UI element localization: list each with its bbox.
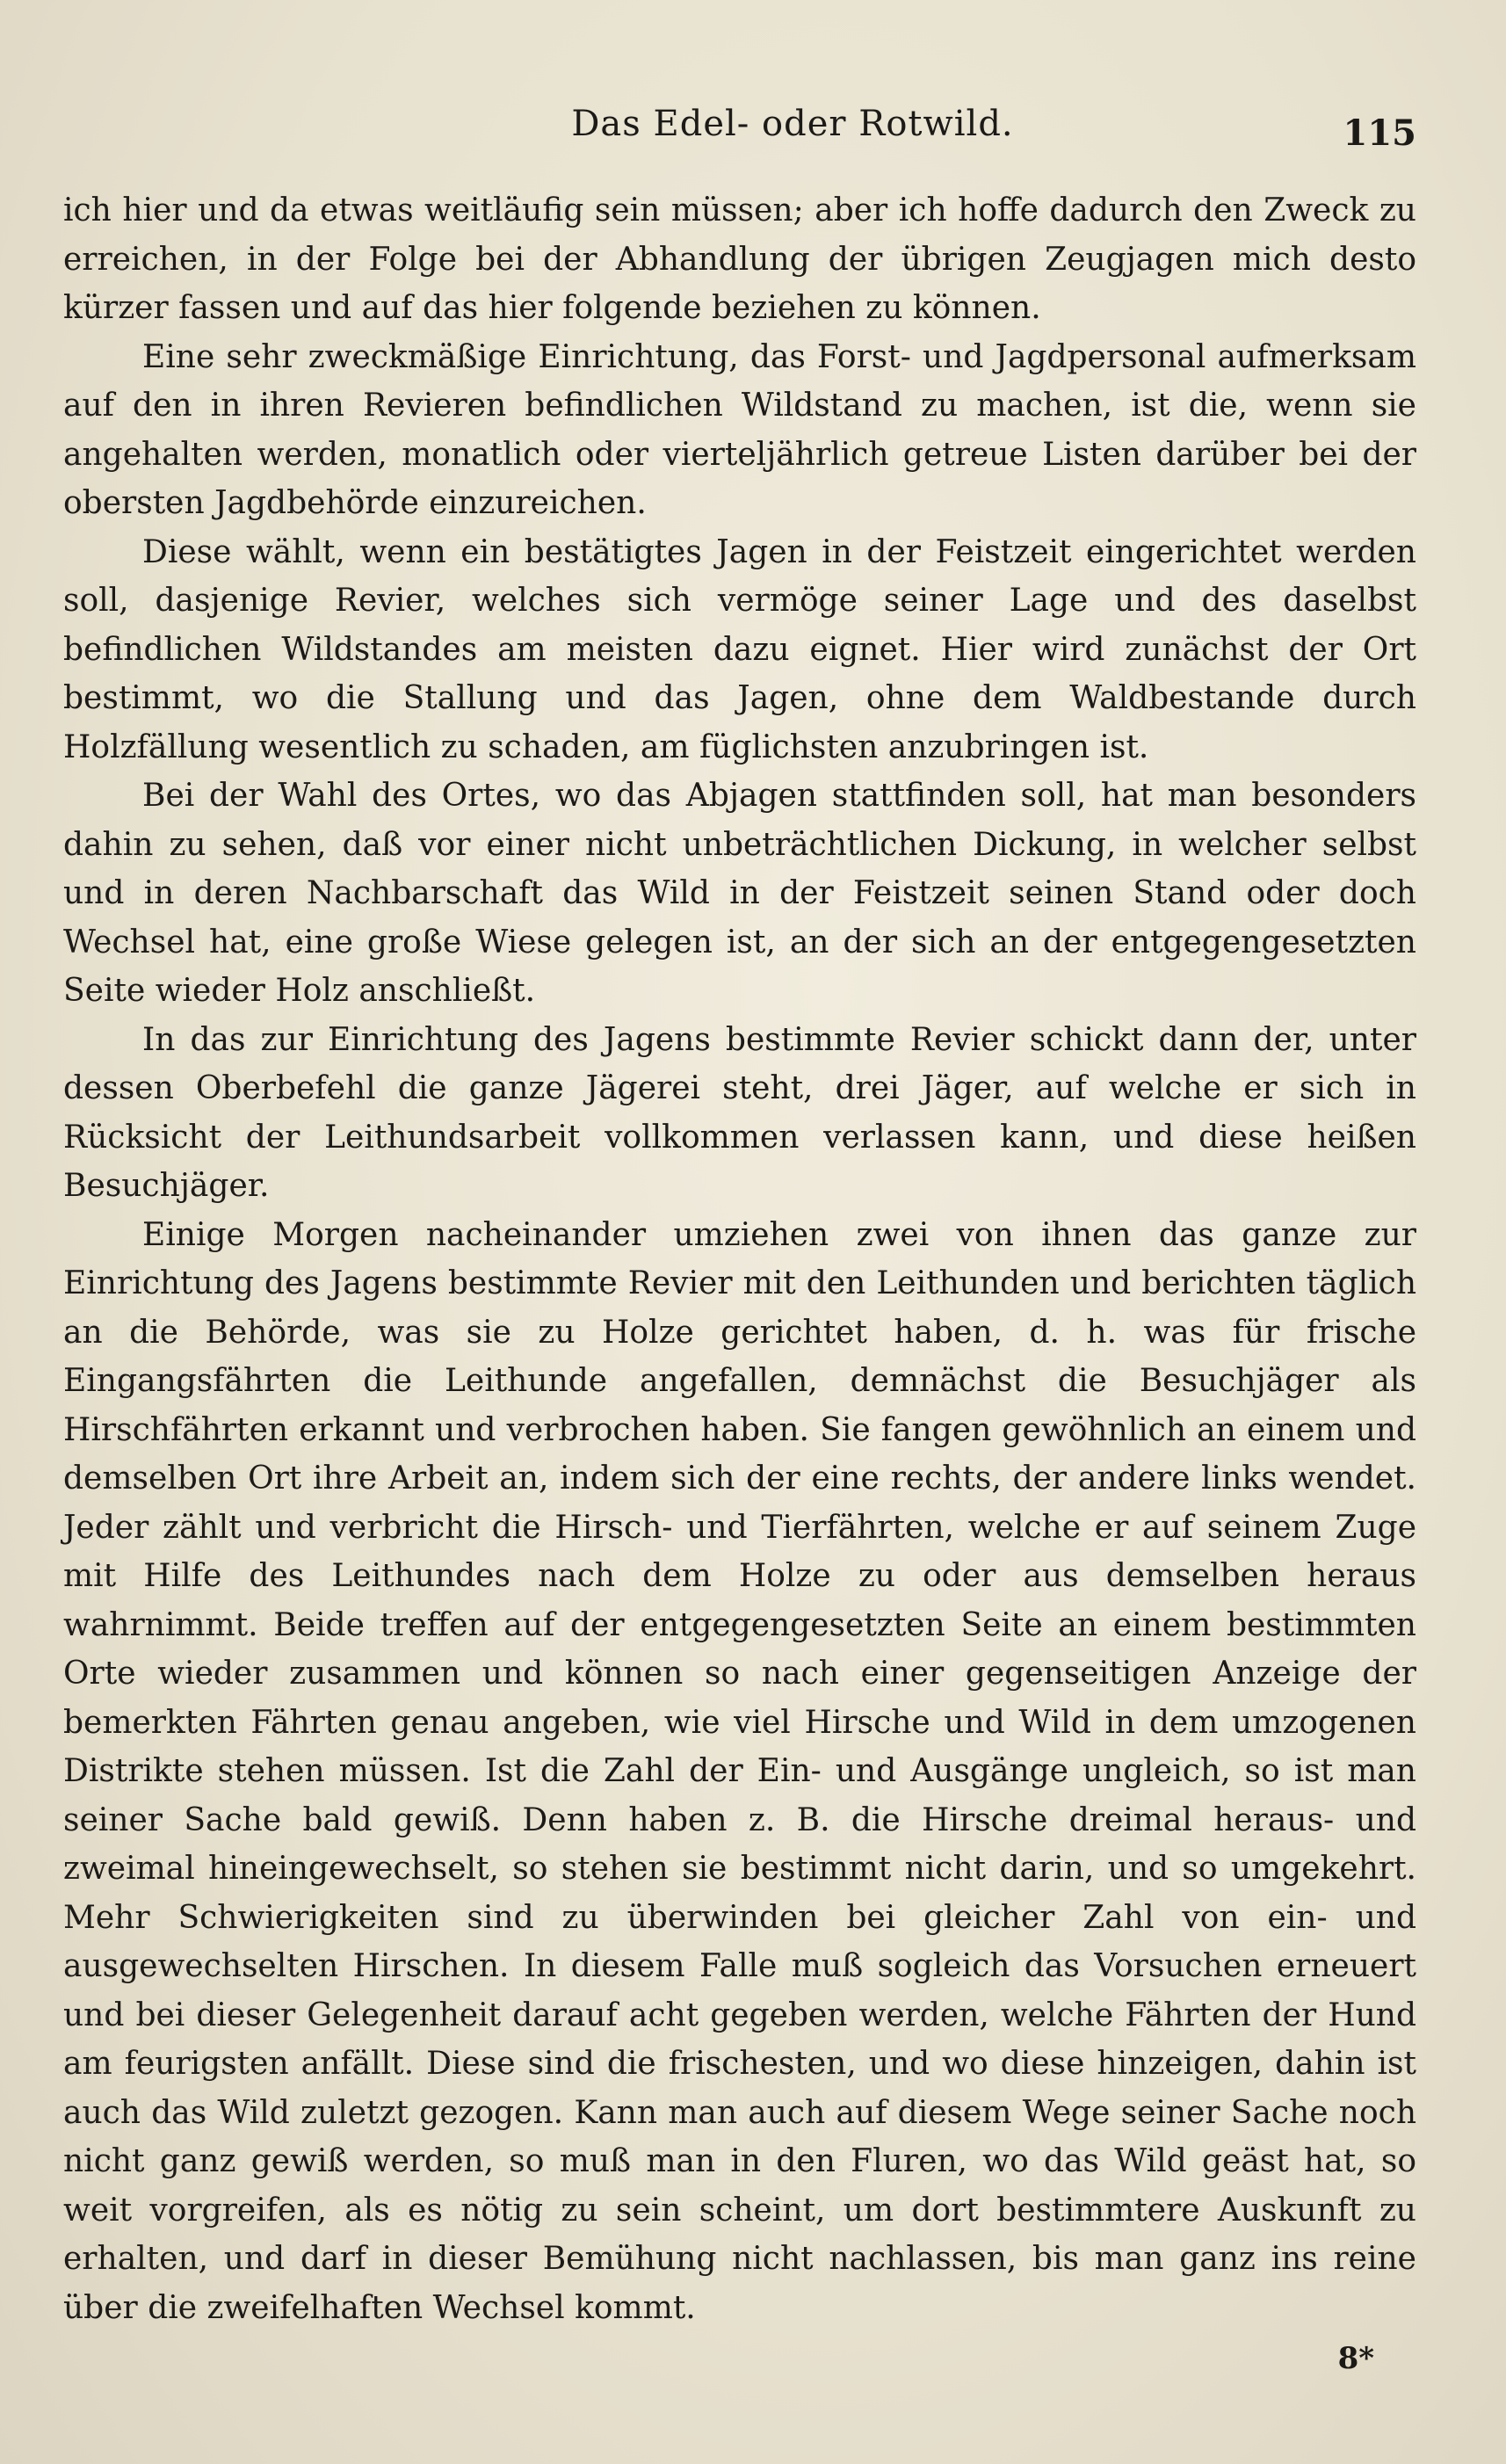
signature-mark: 8* xyxy=(1337,2341,1374,2376)
paragraph-5: In das zur Einrichtung des Jagens bestimmte Revier schickt dann der, unter dessen Oberbefehl die ganze Jägerei steht, drei Jäger, auf welche er sich in Rücksicht der Leithundsarbeit vollkommen verlassen kann, und diese heißen Besuchjäger. xyxy=(63,1021,1416,1204)
paragraph-3: Diese wählt, wenn ein bestätigtes Jagen in der Feistzeit eingerichtet werden soll, dasjenige Revier, welches sich vermöge seiner Lage und des daselbst befindlichen Wildstandes am meisten dazu eignet. Hier wird zunächst der Ort bestimmt, wo die Stallung und das Jagen, ohne dem Waldbestande durch Holzfällung wesentlich zu schaden, am füglichsten anzubringen ist. xyxy=(63,533,1416,765)
paragraph-6: Einige Morgen nacheinander umziehen zwei von ihnen das ganze zur Einrichtung des Jagens bestimmte Revier mit den Leithunden und berichten täglich an die Behörde, was sie zu Holze gerichtet haben, d. h. was für frische Eingangsfährten die Leithunde angefallen, demnächst die Besuchjäger als Hirschfährten erkannt und verbrochen haben. Sie fangen gewöhnlich an einem und demselben Ort ihre Arbeit an, indem sich der eine rechts, der andere links wendet. Jeder zählt und verbricht die Hirsch- und Tierfährten, welche er auf seinem Zuge mit Hilfe des Leithundes nach dem Holze zu oder aus demselben heraus wahrnimmt. Beide treffen auf der entgegengesetzten Seite an einem bestimmten Orte wieder zusammen und können so nach einer gegenseitigen Anzeige der bemerkten Fährten genau angeben, wie viel Hirsche und Wild in dem umzogenen Distrikte stehen müssen. Ist die Zahl der Ein- und Ausgänge ungleich, so ist man seiner Sache bald gewiß. Denn haben z. B. die Hirsche dreimal heraus- und zweimal hineingewechselt, so stehen sie bestimmt nicht darin, und so umgekehrt. Mehr Schwierigkeiten sind zu überwinden bei gleicher Zahl von ein- und ausgewechselten Hirschen. In diesem Falle muß sogleich das Vorsuchen erneuert und bei dieser Gelegenheit darauf acht gegeben werden, welche Fährten der Hund am feurigsten anfällt. Diese sind die frischesten, und wo diese hinzeigen, dahin ist auch das Wild zuletzt gezogen. Kann man auch auf diesem Wege seiner Sache noch nicht ganz gewiß werden, so muß man in den Fluren, wo das Wild geäst hat, so weit vorgreifen, als es nötig zu sein scheint, um dort bestimmtere Auskunft zu erhalten, und darf in dieser Bemühung nicht nachlassen, bis man ganz ins reine über die zweifelhaften Wechsel kommt. xyxy=(63,1216,1416,2326)
page-number: 115 xyxy=(1343,112,1416,154)
paragraph-4: Bei der Wahl des Ortes, wo das Abjagen stattfinden soll, hat man besonders dahin zu sehen, daß vor einer nicht unbeträchtlichen Dickung, in welcher selbst und in deren Nachbarschaft das Wild in der Feistzeit seinen Stand oder doch Wechsel hat, eine große Wiese gelegen ist, an der sich an der entgegengesetzten Seite wieder Holz anschließt. xyxy=(63,778,1416,1009)
paragraph-1: ich hier und da etwas weitläufig sein müssen; aber ich hoffe dadurch den Zweck zu erreichen, in der Folge bei der Abhandlung der übrigen Zeugjagen mich desto kürzer fassen und auf das hier folgende beziehen zu können. xyxy=(63,192,1416,326)
running-head: Das Edel- oder Rotwild. xyxy=(571,104,1014,144)
paragraph-2: Eine sehr zweckmäßige Einrichtung, das Forst- und Jagdpersonal aufmerksam auf den in ihren Revieren befindlichen Wildstand zu machen, ist die, wenn sie angehalten werden, monatlich oder vierteljährlich getreue Listen darüber bei der obersten Jagdbehörde einzureichen. xyxy=(63,338,1416,521)
page-header xyxy=(63,104,1416,165)
body-text xyxy=(63,186,1416,2332)
